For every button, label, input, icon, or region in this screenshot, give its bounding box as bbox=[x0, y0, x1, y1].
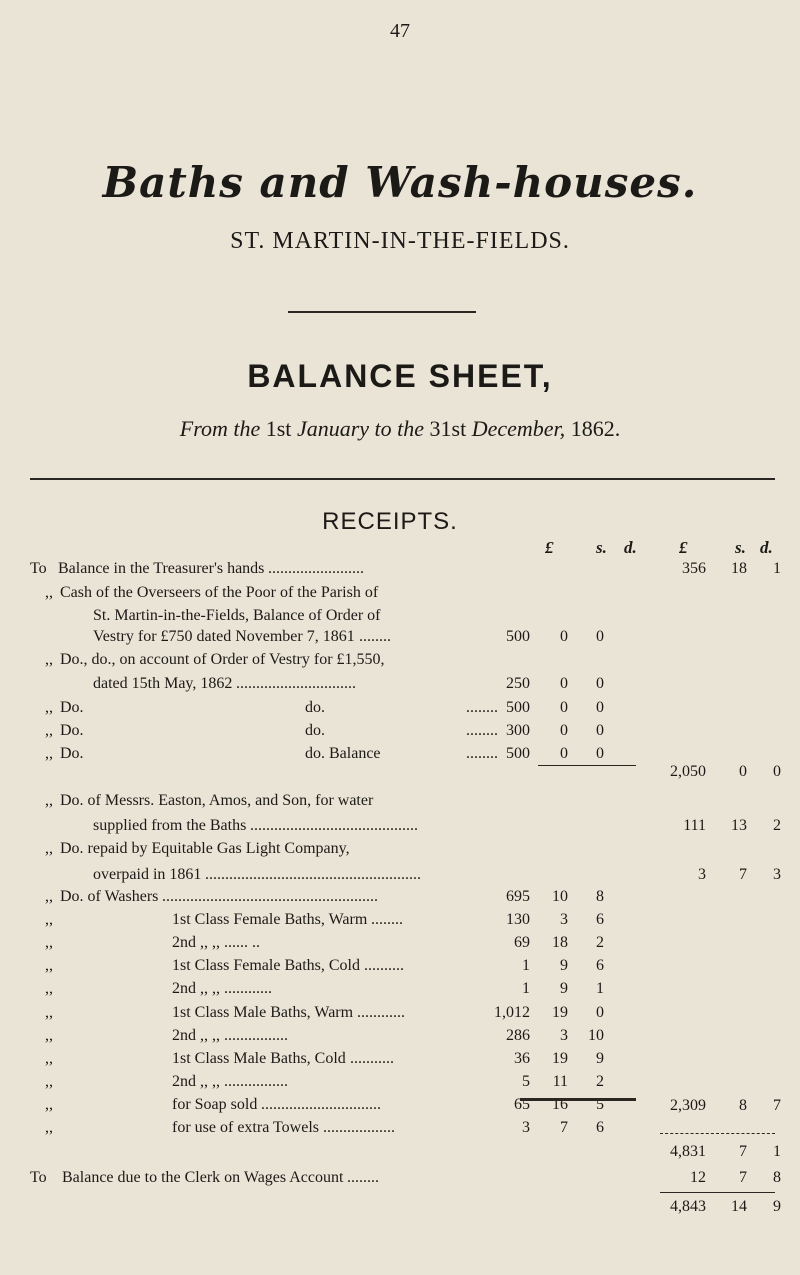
row-description: 1st Class Female Baths, Cold bbox=[172, 957, 360, 974]
amount-pounds: 65 bbox=[514, 1096, 530, 1113]
table-row bbox=[0, 1050, 800, 1074]
divider bbox=[30, 478, 775, 480]
row-description: 2nd ,, ,, bbox=[172, 1027, 220, 1044]
amount-pounds: 130 bbox=[506, 911, 530, 928]
table-row bbox=[0, 1073, 800, 1097]
amount-pounds: 3 bbox=[522, 1119, 530, 1136]
leader-dots: .......................................... bbox=[250, 817, 418, 834]
amount-shillings: 19 bbox=[552, 1050, 568, 1067]
row-lead: ,, bbox=[45, 840, 53, 857]
total-shillings: 14 bbox=[731, 1198, 747, 1215]
amount-pounds: 500 bbox=[506, 745, 530, 762]
header-pounds-total: £ bbox=[679, 538, 688, 557]
amount-pence: 6 bbox=[596, 957, 604, 974]
amount-pence: 5 bbox=[596, 1096, 604, 1113]
table-row bbox=[0, 957, 800, 981]
total-rule bbox=[660, 1133, 775, 1134]
row-description: overpaid in 1861 bbox=[93, 866, 202, 883]
row-lead: ,, bbox=[45, 957, 53, 974]
amount-shillings: 0 bbox=[560, 699, 568, 716]
amount-shillings: 11 bbox=[552, 1073, 568, 1090]
table-row bbox=[0, 817, 800, 841]
leader-dots: .................. bbox=[323, 1119, 395, 1136]
amount-shillings: 18 bbox=[552, 934, 568, 951]
row-description: 1st Class Male Baths, Warm bbox=[172, 1004, 354, 1021]
header-pence: d. bbox=[624, 538, 637, 557]
period-end-rest: December, bbox=[471, 416, 566, 441]
table-row bbox=[0, 1097, 800, 1121]
amount-shillings: 0 bbox=[560, 722, 568, 739]
amount-pounds: 1,012 bbox=[494, 1004, 530, 1021]
leader-dots: .......... bbox=[364, 957, 404, 974]
amount-shillings: 9 bbox=[560, 980, 568, 997]
row-description-detail: do. Balance bbox=[305, 745, 381, 762]
row-description: for Soap sold bbox=[172, 1096, 258, 1113]
leader-dots: ........ bbox=[466, 745, 498, 762]
table-row bbox=[0, 980, 800, 1004]
amount-pence: 9 bbox=[596, 1050, 604, 1067]
row-lead: ,, bbox=[45, 792, 53, 809]
total-pounds: 111 bbox=[683, 817, 706, 834]
table-row bbox=[0, 722, 800, 746]
amount-shillings: 7 bbox=[560, 1119, 568, 1136]
table-row bbox=[0, 934, 800, 958]
page-title: BALANCE SHEET, bbox=[247, 358, 553, 394]
table-row bbox=[0, 651, 800, 675]
period-start-rest: January to the bbox=[296, 416, 425, 441]
row-lead: To bbox=[30, 560, 47, 577]
table-row bbox=[0, 675, 800, 699]
row-description: Do. bbox=[60, 745, 84, 762]
total-pence: 1 bbox=[773, 1143, 781, 1160]
table-row bbox=[0, 763, 800, 787]
amount-pence: 2 bbox=[596, 934, 604, 951]
leader-dots: .............................. bbox=[261, 1096, 381, 1113]
leader-dots: ........ bbox=[466, 699, 498, 716]
amount-pounds: 300 bbox=[506, 722, 530, 739]
row-lead: ,, bbox=[45, 699, 53, 716]
leader-dots: ........ bbox=[371, 911, 403, 928]
period-line bbox=[0, 416, 800, 442]
amount-pounds: 500 bbox=[506, 628, 530, 645]
row-description: Cash of the Overseers of the Poor of the Parish of bbox=[60, 584, 379, 601]
row-description: 1st Class Female Baths, Warm bbox=[172, 911, 368, 928]
row-lead: ,, bbox=[45, 1004, 53, 1021]
amount-pence: 0 bbox=[596, 1004, 604, 1021]
table-row bbox=[0, 584, 800, 608]
row-description: Balance due to the Clerk on Wages Account bbox=[62, 1169, 344, 1186]
amount-shillings: 0 bbox=[560, 675, 568, 692]
parish-name: ST. MARTIN-IN-THE-FIELDS. bbox=[230, 228, 570, 254]
period-end-day: 31st bbox=[429, 416, 467, 441]
leader-dots: ................ bbox=[224, 1027, 288, 1044]
amount-shillings: 0 bbox=[560, 745, 568, 762]
row-description: Do. of Messrs. Easton, Amos, and Son, for water bbox=[60, 792, 374, 809]
section-heading: RECEIPTS. bbox=[322, 508, 458, 535]
page-number: 47 bbox=[390, 20, 410, 42]
row-description: supplied from the Baths bbox=[93, 817, 247, 834]
amount-pence: 6 bbox=[596, 1119, 604, 1136]
row-lead: ,, bbox=[45, 1073, 53, 1090]
table-row bbox=[0, 699, 800, 723]
amount-pounds: 1 bbox=[522, 980, 530, 997]
total-shillings: 7 bbox=[739, 1143, 747, 1160]
table-row bbox=[0, 1004, 800, 1028]
total-rule bbox=[660, 1192, 775, 1193]
leader-dots: ............ bbox=[224, 980, 272, 997]
row-description: dated 15th May, 1862 bbox=[93, 675, 233, 692]
amount-pounds: 69 bbox=[514, 934, 530, 951]
row-description: Do. bbox=[60, 699, 84, 716]
total-pounds: 2,309 bbox=[670, 1097, 706, 1114]
table-row bbox=[0, 866, 800, 890]
total-shillings: 7 bbox=[739, 866, 747, 883]
row-lead: ,, bbox=[45, 911, 53, 928]
table-row bbox=[0, 888, 800, 912]
leader-dots: ............ bbox=[357, 1004, 405, 1021]
leader-dots: ...................................................... bbox=[205, 866, 421, 883]
amount-pounds: 5 bbox=[522, 1073, 530, 1090]
table-row bbox=[0, 1198, 800, 1222]
table-row bbox=[0, 560, 800, 584]
total-pence: 9 bbox=[773, 1198, 781, 1215]
amount-pence: 0 bbox=[596, 675, 604, 692]
row-description: for use of extra Towels bbox=[172, 1119, 319, 1136]
row-description: 1st Class Male Baths, Cold bbox=[172, 1050, 346, 1067]
leader-dots: ........... bbox=[350, 1050, 394, 1067]
row-description: 2nd ,, ,, bbox=[172, 934, 220, 951]
total-pence: 3 bbox=[773, 866, 781, 883]
row-description: Do., do., on account of Order of Vestry for £1,550, bbox=[60, 651, 385, 668]
amount-shillings: 3 bbox=[560, 911, 568, 928]
leader-dots: ................ bbox=[224, 1073, 288, 1090]
row-description: Vestry for £750 dated November 7, 1861 bbox=[93, 628, 355, 645]
header-pence-total: d. bbox=[760, 538, 773, 557]
amount-pounds: 286 bbox=[506, 1027, 530, 1044]
amount-pence: 1 bbox=[596, 980, 604, 997]
total-pounds: 356 bbox=[682, 560, 706, 577]
row-lead: ,, bbox=[45, 888, 53, 905]
amount-pence: 0 bbox=[596, 699, 604, 716]
period-start-day: 1st bbox=[265, 416, 292, 441]
subtotal-rule bbox=[520, 1098, 636, 1101]
row-lead: ,, bbox=[45, 584, 53, 601]
amount-pence: 2 bbox=[596, 1073, 604, 1090]
row-description: 2nd ,, ,, bbox=[172, 980, 220, 997]
amount-pounds: 36 bbox=[514, 1050, 530, 1067]
amount-pounds: 500 bbox=[506, 699, 530, 716]
table-row bbox=[0, 1169, 800, 1193]
amount-pence: 0 bbox=[596, 628, 604, 645]
total-shillings: 8 bbox=[739, 1097, 747, 1114]
total-shillings: 18 bbox=[731, 560, 747, 577]
table-row bbox=[0, 911, 800, 935]
amount-pounds: 1 bbox=[522, 957, 530, 974]
total-pence: 8 bbox=[773, 1169, 781, 1186]
row-description-detail: do. bbox=[305, 722, 325, 739]
row-lead: ,, bbox=[45, 651, 53, 668]
row-description-detail: do. bbox=[305, 699, 325, 716]
leader-dots: .............................. bbox=[236, 675, 356, 692]
total-pounds: 12 bbox=[690, 1169, 706, 1186]
table-row bbox=[0, 1119, 800, 1143]
amount-shillings: 10 bbox=[552, 888, 568, 905]
leader-dots: ...... .. bbox=[224, 934, 260, 951]
amount-pence: 0 bbox=[596, 722, 604, 739]
row-description: Do. bbox=[60, 722, 84, 739]
row-description: Do. repaid by Equitable Gas Light Company, bbox=[60, 840, 350, 857]
total-pounds: 4,843 bbox=[670, 1198, 706, 1215]
row-lead: ,, bbox=[45, 1119, 53, 1136]
row-lead: ,, bbox=[45, 980, 53, 997]
total-pounds: 4,831 bbox=[670, 1143, 706, 1160]
total-shillings: 13 bbox=[731, 817, 747, 834]
total-pence: 1 bbox=[773, 560, 781, 577]
row-lead: To bbox=[30, 1169, 47, 1186]
amount-shillings: 3 bbox=[560, 1027, 568, 1044]
amount-pence: 10 bbox=[588, 1027, 604, 1044]
total-pence: 0 bbox=[773, 763, 781, 780]
subtotal-rule bbox=[538, 765, 636, 766]
table-row bbox=[0, 1027, 800, 1051]
amount-shillings: 9 bbox=[560, 957, 568, 974]
total-pounds: 2,050 bbox=[670, 763, 706, 780]
total-pounds: 3 bbox=[698, 866, 706, 883]
leader-dots: ........................ bbox=[268, 560, 364, 577]
row-description: St. Martin-in-the-Fields, Balance of Order of bbox=[93, 607, 381, 624]
amount-pounds: 250 bbox=[506, 675, 530, 692]
header-pounds: £ bbox=[545, 538, 554, 557]
total-shillings: 7 bbox=[739, 1169, 747, 1186]
amount-pence: 8 bbox=[596, 888, 604, 905]
row-description: Do. of Washers bbox=[60, 888, 159, 905]
period-from: From the bbox=[179, 416, 261, 441]
amount-pence: 6 bbox=[596, 911, 604, 928]
leader-dots: ...................................................... bbox=[162, 888, 378, 905]
header-shillings-total: s. bbox=[735, 538, 746, 557]
amount-pounds: 695 bbox=[506, 888, 530, 905]
document-heading: Baths and Wash-houses. bbox=[102, 158, 698, 207]
row-lead: ,, bbox=[45, 934, 53, 951]
amount-shillings: 16 bbox=[552, 1096, 568, 1113]
row-lead: ,, bbox=[45, 1050, 53, 1067]
table-row bbox=[0, 628, 800, 652]
total-shillings: 0 bbox=[739, 763, 747, 780]
row-lead: ,, bbox=[45, 1027, 53, 1044]
period-year: 1862. bbox=[570, 416, 621, 441]
table-row bbox=[0, 792, 800, 816]
total-pence: 2 bbox=[773, 817, 781, 834]
divider bbox=[288, 311, 476, 313]
table-row bbox=[0, 840, 800, 864]
row-lead: ,, bbox=[45, 722, 53, 739]
table-row bbox=[0, 1143, 800, 1167]
leader-dots: ........ bbox=[466, 722, 498, 739]
header-shillings: s. bbox=[596, 538, 607, 557]
amount-pence: 0 bbox=[596, 745, 604, 762]
leader-dots: ........ bbox=[359, 628, 391, 645]
amount-shillings: 19 bbox=[552, 1004, 568, 1021]
row-lead: ,, bbox=[45, 1096, 53, 1113]
row-description: 2nd ,, ,, bbox=[172, 1073, 220, 1090]
row-description: Balance in the Treasurer's hands bbox=[58, 560, 265, 577]
total-pence: 7 bbox=[773, 1097, 781, 1114]
row-lead: ,, bbox=[45, 745, 53, 762]
leader-dots: ........ bbox=[347, 1169, 379, 1186]
amount-shillings: 0 bbox=[560, 628, 568, 645]
